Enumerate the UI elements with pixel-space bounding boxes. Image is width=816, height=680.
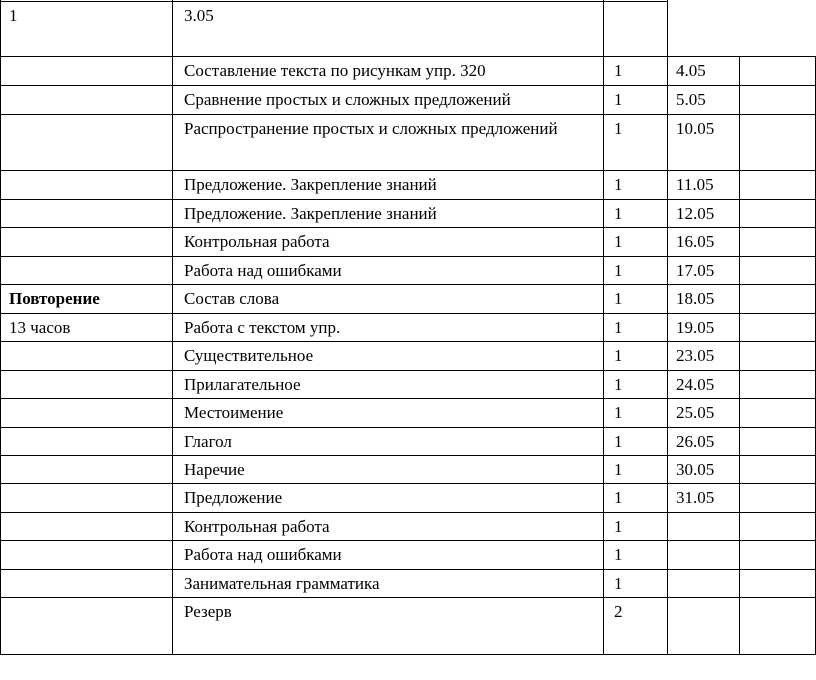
row-line [0, 540, 816, 541]
hours-cell: 1 [614, 545, 623, 564]
topic-cell: Предложение. Закрепление знаний [184, 175, 437, 194]
topic-cell: Распространение простых и сложных предложений [184, 119, 558, 138]
col-line [739, 56, 740, 655]
row-line [0, 512, 816, 513]
topic-cell: Составление текста по рисункам упр. 320 [184, 61, 486, 80]
topic-cell: Предложение [184, 488, 283, 507]
date-cell: 25.05 [676, 403, 715, 422]
hours-cell: 1 [614, 346, 623, 365]
hours-cell: 1 [614, 488, 623, 507]
date-cell: 31.05 [676, 488, 715, 507]
col-line [0, 56, 1, 655]
date-cell: 26.05 [676, 432, 715, 451]
hours-cell: 1 [614, 90, 623, 109]
row-line [0, 569, 816, 570]
date-cell: 19.05 [676, 318, 715, 337]
topic-cell: Работа с текстом упр. [184, 318, 341, 337]
hours-cell: 1 [614, 175, 623, 194]
hours-cell: 1 [614, 403, 623, 422]
section-cell: 13 часов [9, 318, 71, 337]
hours-cell: 1 [614, 460, 623, 479]
topic-cell: Резерв [184, 602, 232, 621]
date-cell: 11.05 [676, 175, 714, 194]
hours-cell: 1 [614, 375, 623, 394]
col-line [667, 56, 668, 655]
date-cell: 16.05 [676, 232, 715, 251]
top-border [0, 1, 668, 2]
section-cell: Повторение [9, 289, 100, 308]
topic-cell: Предложение. Закрепление знаний [184, 204, 437, 223]
topic-cell: Состав слова [184, 289, 280, 308]
topic-cell: Занимательная грамматика [184, 574, 380, 593]
date-cell: 4.05 [676, 61, 706, 80]
date-cell: 17.05 [676, 261, 715, 280]
topic-cell: Прилагательное [184, 375, 301, 394]
date-cell: 12.05 [676, 204, 715, 223]
topic-cell: Существительное [184, 346, 314, 365]
row-line [0, 654, 816, 655]
topic-cell: Сравнение простых и сложных предложений [184, 90, 511, 109]
hours-cell: 1 [614, 318, 623, 337]
row-line [0, 597, 816, 598]
hours-cell: 1 [614, 432, 623, 451]
topic-cell: Контрольная работа [184, 517, 330, 536]
col-line [667, 0, 668, 56]
hours-cell: 1 [614, 232, 623, 251]
hours-cell: 1 [614, 574, 623, 593]
topic-cell: Контрольная работа [184, 232, 330, 251]
date-cell: 30.05 [676, 460, 715, 479]
col-line [603, 56, 604, 655]
date-cell: 24.05 [676, 375, 715, 394]
hours-cell: 2 [614, 602, 623, 621]
topic-cell: Работа над ошибками [184, 261, 342, 280]
top-row-date: 3.05 [184, 6, 214, 25]
col-line [172, 56, 173, 655]
col-line [172, 0, 173, 56]
date-cell: 10.05 [676, 119, 715, 138]
col-line [0, 0, 1, 56]
topic-cell: Местоимение [184, 403, 284, 422]
hours-cell: 1 [614, 289, 623, 308]
hours-cell: 1 [614, 261, 623, 280]
topic-cell: Наречие [184, 460, 245, 479]
top-row-number: 1 [9, 6, 18, 25]
date-cell: 23.05 [676, 346, 715, 365]
hours-cell: 1 [614, 204, 623, 223]
col-line [603, 0, 604, 56]
hours-cell: 1 [614, 517, 623, 536]
date-cell: 18.05 [676, 289, 715, 308]
date-cell: 5.05 [676, 90, 706, 109]
topic-cell: Работа над ошибками [184, 545, 342, 564]
hours-cell: 1 [614, 61, 623, 80]
topic-cell: Глагол [184, 432, 232, 451]
hours-cell: 1 [614, 119, 623, 138]
